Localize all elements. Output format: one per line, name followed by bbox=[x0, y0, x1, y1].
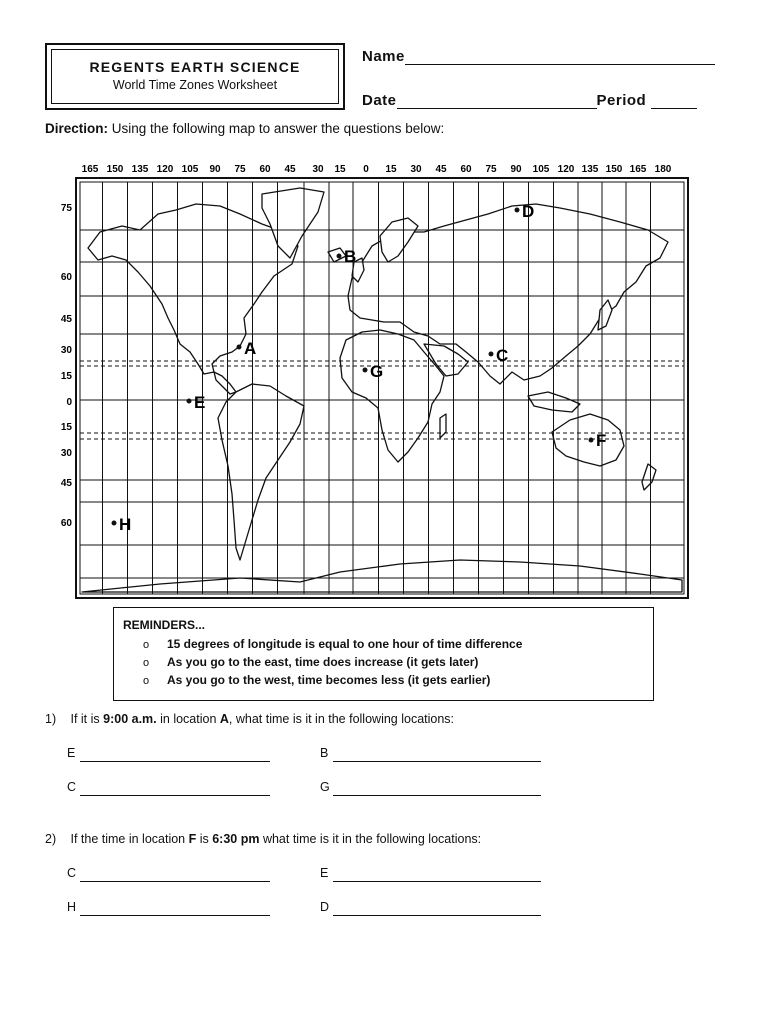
direction-text: Using the following map to answer the questions below: bbox=[111, 121, 445, 136]
question-text-pre: If it is bbox=[70, 712, 104, 726]
latitude-label: 15 bbox=[60, 422, 72, 433]
question-number: 1) bbox=[45, 712, 57, 726]
madagascar bbox=[440, 414, 446, 438]
question-location: A bbox=[219, 712, 229, 726]
worksheet-title: REGENTS EARTH SCIENCE bbox=[89, 59, 301, 75]
location-label: E bbox=[194, 393, 206, 412]
direction-label: Direction: bbox=[45, 121, 109, 136]
question-location: F bbox=[188, 832, 197, 846]
answer-label: E bbox=[67, 746, 76, 760]
antarctica bbox=[82, 560, 682, 592]
location-dot bbox=[589, 438, 594, 443]
longitude-label: 60 bbox=[259, 164, 271, 175]
location-dot bbox=[337, 254, 342, 259]
location-label: A bbox=[244, 339, 257, 358]
latitude-labels bbox=[61, 203, 73, 529]
longitude-label: 135 bbox=[581, 164, 599, 175]
location-label: D bbox=[522, 202, 535, 221]
location-label: B bbox=[344, 247, 357, 266]
answer-label: H bbox=[67, 900, 77, 914]
latitude-label: 60 bbox=[60, 518, 72, 529]
location-label: F bbox=[596, 431, 607, 450]
location-dot bbox=[363, 368, 368, 373]
longitude-label: 15 bbox=[334, 164, 346, 175]
longitude-label: 0 bbox=[363, 164, 369, 175]
question-text-mid: is bbox=[196, 832, 213, 846]
answer-label: D bbox=[320, 900, 330, 914]
reminder-text: 15 degrees of longitude is equal to one hour of time difference bbox=[167, 637, 523, 651]
bullet-icon: o bbox=[143, 657, 150, 669]
longitude-label: 105 bbox=[181, 164, 199, 175]
answer-label: G bbox=[320, 780, 330, 794]
reminder-item bbox=[143, 672, 653, 690]
bullet-icon: o bbox=[143, 675, 150, 687]
period-label: Period bbox=[596, 92, 647, 109]
new-zealand bbox=[642, 464, 656, 490]
longitude-label: 75 bbox=[234, 164, 246, 175]
latitude-label: 60 bbox=[60, 272, 72, 283]
answer-field[interactable] bbox=[80, 760, 270, 762]
longitude-label: 150 bbox=[106, 164, 124, 175]
land-masses bbox=[82, 188, 682, 592]
central-america bbox=[214, 372, 236, 394]
question-text-post: , what time is it in the following locations: bbox=[228, 712, 455, 726]
answer-field[interactable] bbox=[333, 914, 541, 916]
question-2 bbox=[45, 832, 481, 846]
question-time: 9:00 a.m. bbox=[103, 712, 157, 726]
latitude-label: 45 bbox=[60, 314, 72, 325]
latitude-label: 30 bbox=[60, 448, 72, 459]
longitude-label: 135 bbox=[131, 164, 149, 175]
longitude-label: 120 bbox=[557, 164, 575, 175]
longitude-label: 180 bbox=[654, 164, 672, 175]
answer-field[interactable] bbox=[333, 794, 541, 796]
reminder-item bbox=[143, 654, 653, 672]
reminder-item bbox=[143, 636, 653, 654]
question-1 bbox=[45, 712, 454, 726]
longitude-label: 15 bbox=[385, 164, 397, 175]
location-dot bbox=[112, 521, 117, 526]
answer-field[interactable] bbox=[80, 914, 270, 916]
longitude-label: 60 bbox=[460, 164, 472, 175]
location-label: H bbox=[119, 515, 132, 534]
longitude-label: 90 bbox=[209, 164, 221, 175]
reminders-box bbox=[113, 607, 654, 701]
latitude-label: 15 bbox=[60, 371, 72, 382]
location-label: C bbox=[496, 346, 509, 365]
longitude-label: 165 bbox=[81, 164, 99, 175]
answer-label: B bbox=[320, 746, 329, 760]
name-label: Name bbox=[362, 48, 405, 65]
longitude-label: 75 bbox=[485, 164, 497, 175]
question-text-post: what time is it in the following locations: bbox=[259, 832, 482, 846]
longitude-label: 30 bbox=[312, 164, 324, 175]
question-text-pre: If the time in location bbox=[70, 832, 189, 846]
answer-field[interactable] bbox=[333, 760, 541, 762]
latitude-label: 0 bbox=[66, 397, 72, 408]
latitude-label: 75 bbox=[60, 203, 72, 214]
location-dot bbox=[489, 352, 494, 357]
longitude-label: 45 bbox=[284, 164, 296, 175]
latitude-label: 45 bbox=[60, 478, 72, 489]
longitude-label: 120 bbox=[156, 164, 174, 175]
longitude-labels bbox=[82, 164, 672, 175]
latitude-label: 30 bbox=[60, 345, 72, 356]
answer-field[interactable] bbox=[80, 880, 270, 882]
location-dot bbox=[187, 399, 192, 404]
longitude-label: 30 bbox=[410, 164, 422, 175]
location-dot bbox=[515, 208, 520, 213]
reminder-text: As you go to the west, time becomes less (it gets earlier) bbox=[167, 673, 491, 687]
question-text-mid: in location bbox=[156, 712, 220, 726]
answer-label: E bbox=[320, 866, 329, 880]
location-label: G bbox=[370, 362, 384, 381]
longitude-label: 150 bbox=[605, 164, 623, 175]
answer-field[interactable] bbox=[333, 880, 541, 882]
answer-label: C bbox=[67, 866, 77, 880]
date-label: Date bbox=[362, 92, 397, 109]
question-time: 6:30 pm bbox=[212, 832, 260, 846]
worksheet-subtitle: World Time Zones Worksheet bbox=[112, 78, 278, 92]
reminder-text: As you go to the east, time does increase (it gets later) bbox=[167, 655, 479, 669]
south-america bbox=[218, 384, 304, 560]
longitude-label: 90 bbox=[510, 164, 522, 175]
location-dot bbox=[237, 345, 242, 350]
longitude-label: 105 bbox=[532, 164, 550, 175]
question-number: 2) bbox=[45, 832, 57, 846]
australia bbox=[552, 414, 624, 466]
answer-field[interactable] bbox=[80, 794, 270, 796]
bullet-icon: o bbox=[143, 639, 150, 651]
longitude-label: 165 bbox=[629, 164, 647, 175]
answer-label: C bbox=[67, 780, 77, 794]
reminders-heading: REMINDERS... bbox=[123, 618, 206, 632]
longitude-label: 45 bbox=[435, 164, 447, 175]
